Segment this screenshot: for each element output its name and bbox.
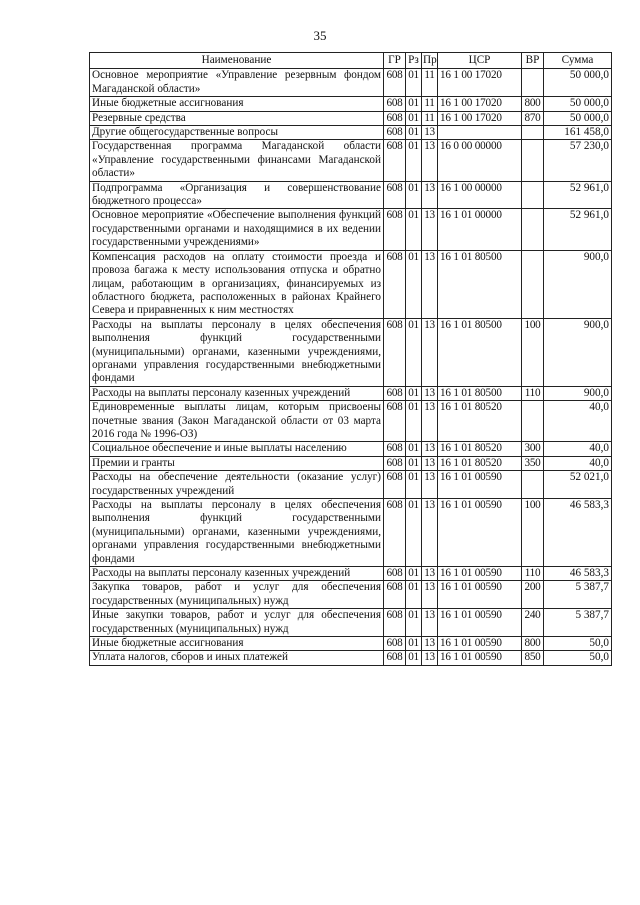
cell-sum: 50 000,0 [544,97,612,111]
cell-gr: 608 [384,442,406,456]
cell-csr: 16 1 00 17020 [438,97,522,111]
cell-gr: 608 [384,609,406,637]
cell-pr: 13 [422,471,438,499]
cell-pr: 13 [422,401,438,442]
cell-rz: 01 [406,181,422,209]
cell-sum: 40,0 [544,442,612,456]
table-row [90,442,612,456]
cell-csr: 16 1 01 00590 [438,651,522,665]
cell-name: Резервные средства [90,111,384,125]
cell-rz: 01 [406,318,422,386]
cell-sum: 50 000,0 [544,69,612,97]
cell-csr: 16 1 01 00590 [438,637,522,651]
table-row [90,456,612,470]
cell-vr: 300 [522,442,544,456]
cell-gr: 608 [384,637,406,651]
cell-csr: 16 1 01 80500 [438,250,522,318]
table-row [90,567,612,581]
cell-rz: 01 [406,609,422,637]
cell-gr: 608 [384,456,406,470]
cell-csr: 16 1 00 00000 [438,181,522,209]
cell-rz: 01 [406,69,422,97]
cell-gr: 608 [384,471,406,499]
cell-csr [438,126,522,140]
cell-gr: 608 [384,209,406,250]
cell-name: Уплата налогов, сборов и иных платежей [90,651,384,665]
cell-vr [522,471,544,499]
cell-rz: 01 [406,140,422,181]
header-pr: Пр [422,53,438,69]
cell-vr: 850 [522,651,544,665]
table-row [90,209,612,250]
table-row [90,499,612,567]
cell-pr: 13 [422,181,438,209]
cell-gr: 608 [384,111,406,125]
cell-sum: 900,0 [544,318,612,386]
cell-rz: 01 [406,499,422,567]
cell-pr: 13 [422,318,438,386]
table-row [90,69,612,97]
cell-sum: 50 000,0 [544,111,612,125]
table-row [90,651,612,665]
cell-vr: 110 [522,386,544,400]
cell-sum: 5 387,7 [544,581,612,609]
cell-vr [522,69,544,97]
cell-gr: 608 [384,69,406,97]
cell-rz: 01 [406,111,422,125]
cell-pr: 13 [422,386,438,400]
cell-name: Социальное обеспечение и иные выплаты населению [90,442,384,456]
cell-rz: 01 [406,209,422,250]
cell-pr: 13 [422,456,438,470]
cell-vr: 100 [522,318,544,386]
cell-vr: 240 [522,609,544,637]
table-row [90,97,612,111]
cell-vr: 870 [522,111,544,125]
cell-name: Иные закупки товаров, работ и услуг для обеспечения государственных (муниципальных) нужд [90,609,384,637]
cell-name: Иные бюджетные ассигнования [90,637,384,651]
cell-rz: 01 [406,97,422,111]
cell-rz: 01 [406,456,422,470]
cell-name: Иные бюджетные ассигнования [90,97,384,111]
cell-pr: 13 [422,581,438,609]
cell-gr: 608 [384,250,406,318]
cell-gr: 608 [384,651,406,665]
cell-sum: 50,0 [544,637,612,651]
cell-sum: 52 021,0 [544,471,612,499]
table-row [90,637,612,651]
cell-gr: 608 [384,140,406,181]
cell-rz: 01 [406,401,422,442]
cell-rz: 01 [406,471,422,499]
table-row [90,386,612,400]
cell-name: Расходы на выплаты персоналу казенных учреждений [90,386,384,400]
cell-pr: 13 [422,651,438,665]
cell-name: Расходы на выплаты персоналу в целях обеспечения выполнения функций государственными (муниципальными) органами, казенными учреждениями, органами управления государственными внебюджетными фондами [90,318,384,386]
cell-gr: 608 [384,499,406,567]
cell-pr: 13 [422,499,438,567]
cell-vr: 200 [522,581,544,609]
cell-pr: 13 [422,637,438,651]
cell-rz: 01 [406,581,422,609]
table-row [90,471,612,499]
cell-pr: 11 [422,111,438,125]
cell-vr: 100 [522,499,544,567]
cell-name: Единовременные выплаты лицам, которым присвоены почетные звания (Закон Магаданской области от 03 марта 2016 года № 1996-ОЗ) [90,401,384,442]
cell-sum: 161 458,0 [544,126,612,140]
cell-name: Другие общегосударственные вопросы [90,126,384,140]
table-header-row [90,53,612,69]
cell-sum: 46 583,3 [544,499,612,567]
header-gr: ГР [384,53,406,69]
cell-vr: 350 [522,456,544,470]
cell-name: Премии и гранты [90,456,384,470]
cell-rz: 01 [406,651,422,665]
cell-sum: 900,0 [544,250,612,318]
cell-sum: 900,0 [544,386,612,400]
cell-rz: 01 [406,386,422,400]
cell-pr: 13 [422,250,438,318]
cell-csr: 16 1 01 00000 [438,209,522,250]
cell-name: Подпрограмма «Организация и совершенствование бюджетного процесса» [90,181,384,209]
page-number: 35 [313,28,327,43]
cell-pr: 13 [422,209,438,250]
cell-csr: 16 1 01 00590 [438,471,522,499]
cell-csr: 16 1 01 80520 [438,401,522,442]
cell-csr: 16 1 01 80520 [438,442,522,456]
cell-gr: 608 [384,386,406,400]
cell-vr [522,140,544,181]
header-rz: Рз [406,53,422,69]
cell-sum: 46 583,3 [544,567,612,581]
cell-vr [522,126,544,140]
cell-sum: 50,0 [544,651,612,665]
cell-csr: 16 1 00 17020 [438,69,522,97]
cell-pr: 13 [422,126,438,140]
cell-name: Закупка товаров, работ и услуг для обеспечения государственных (муниципальных) нужд [90,581,384,609]
table-body [90,69,612,665]
cell-csr: 16 1 00 17020 [438,111,522,125]
cell-pr: 13 [422,442,438,456]
budget-table [89,52,612,666]
cell-gr: 608 [384,126,406,140]
cell-vr [522,209,544,250]
cell-rz: 01 [406,126,422,140]
cell-gr: 608 [384,318,406,386]
cell-name: Основное мероприятие «Управление резервным фондом Магаданской области» [90,69,384,97]
table-row [90,318,612,386]
table-row [90,250,612,318]
cell-csr: 16 1 01 80500 [438,386,522,400]
cell-rz: 01 [406,567,422,581]
cell-name: Расходы на обеспечение деятельности (оказание услуг) государственных учреждений [90,471,384,499]
cell-vr: 800 [522,637,544,651]
cell-pr: 13 [422,609,438,637]
cell-name: Компенсация расходов на оплату стоимости проезда и провоза багажа к месту использования отпуска и обратно лицам, работающим в организациях, финансируемых из областного бюджета, расположенных в районах Крайнего Севера и приравненных к ним местностях [90,250,384,318]
header-sum: Сумма [544,53,612,69]
cell-name: Государственная программа Магаданской области «Управление государственными финансами Магаданской области» [90,140,384,181]
header-csr: ЦСР [438,53,522,69]
cell-sum: 57 230,0 [544,140,612,181]
table-row [90,609,612,637]
header-name: Наименование [90,53,384,69]
cell-pr: 13 [422,140,438,181]
cell-name: Основное мероприятие «Обеспечение выполнения функций государственными органами и находящимися в их ведении государственными учреждениями» [90,209,384,250]
table-row [90,181,612,209]
cell-sum: 40,0 [544,456,612,470]
cell-vr [522,181,544,209]
cell-csr: 16 1 01 00590 [438,609,522,637]
table-row [90,111,612,125]
cell-vr: 110 [522,567,544,581]
table-row [90,140,612,181]
cell-rz: 01 [406,637,422,651]
cell-rz: 01 [406,442,422,456]
cell-gr: 608 [384,401,406,442]
cell-csr: 16 1 01 00590 [438,499,522,567]
cell-csr: 16 1 01 80520 [438,456,522,470]
table-row [90,581,612,609]
cell-sum: 5 387,7 [544,609,612,637]
cell-name: Расходы на выплаты персоналу казенных учреждений [90,567,384,581]
header-vr: ВР [522,53,544,69]
cell-sum: 52 961,0 [544,181,612,209]
cell-gr: 608 [384,181,406,209]
cell-gr: 608 [384,97,406,111]
cell-gr: 608 [384,567,406,581]
cell-csr: 16 1 01 80500 [438,318,522,386]
cell-name: Расходы на выплаты персоналу в целях обеспечения выполнения функций государственными (муниципальными) органами, казенными учреждениями, органами управления государственными внебюджетными фондами [90,499,384,567]
cell-sum: 40,0 [544,401,612,442]
cell-csr: 16 1 01 00590 [438,581,522,609]
cell-vr: 800 [522,97,544,111]
cell-csr: 16 1 01 00590 [438,567,522,581]
cell-pr: 13 [422,567,438,581]
cell-vr [522,401,544,442]
cell-pr: 11 [422,97,438,111]
cell-vr [522,250,544,318]
table-row [90,401,612,442]
table-row [90,126,612,140]
cell-rz: 01 [406,250,422,318]
cell-pr: 11 [422,69,438,97]
cell-csr: 16 0 00 00000 [438,140,522,181]
cell-gr: 608 [384,581,406,609]
cell-sum: 52 961,0 [544,209,612,250]
